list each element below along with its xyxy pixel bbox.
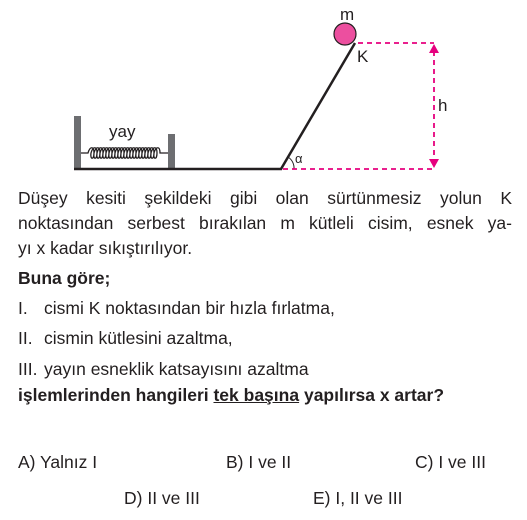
choice-b[interactable]: B) I ve II: [226, 452, 292, 472]
statement-number: I.: [18, 298, 28, 318]
statement-ii: [18, 326, 233, 351]
incline-spring-figure: [0, 0, 527, 180]
statement-number: III.: [18, 359, 38, 379]
question-prompt: [18, 385, 444, 406]
left-wall: [74, 116, 81, 169]
stem-line-1: Düşey kesiti şekildeki gibi olan sürtünmesiz yolun K: [18, 188, 512, 208]
height-arrow-down: [429, 159, 439, 168]
angle-arc: [288, 157, 294, 169]
point-k-label: K: [357, 47, 369, 66]
choice-e[interactable]: E) I, II ve III: [313, 488, 403, 508]
height-arrow-up: [429, 44, 439, 53]
question-after: yapılırsa x artar?: [299, 385, 445, 405]
question-underlined: tek başına: [213, 385, 300, 405]
statement-i: [18, 296, 335, 321]
angle-label: α: [295, 151, 303, 166]
statement-text: yayın esneklik katsayısını azaltma: [44, 359, 309, 379]
spring-label: yay: [109, 122, 136, 141]
spring-coil: [81, 148, 168, 159]
choice-a[interactable]: A) Yalnız I: [18, 452, 98, 472]
lead-text: Buna göre;: [18, 268, 111, 288]
incline-line: [281, 43, 355, 169]
statement-iii: [18, 357, 309, 382]
statement-number: II.: [18, 328, 33, 348]
question-stem: [18, 186, 512, 261]
spring-plate: [168, 134, 175, 169]
choice-d[interactable]: D) II ve III: [124, 488, 200, 508]
stem-line-2: noktasından serbest bırakılan m kütleli cisim, esnek ya-: [18, 213, 512, 233]
stem-line-3: yı x kadar sıkıştırılıyor.: [18, 238, 193, 258]
mass-label: m: [340, 5, 355, 24]
height-label: h: [438, 96, 448, 115]
question-before: işlemlerinden hangileri: [18, 385, 214, 405]
mass-ball: [334, 23, 356, 45]
statement-text: cismi K noktasından bir hızla fırlatma,: [44, 298, 335, 318]
choice-c[interactable]: C) I ve III: [415, 452, 486, 472]
statement-text: cismin kütlesini azaltma,: [44, 328, 233, 348]
